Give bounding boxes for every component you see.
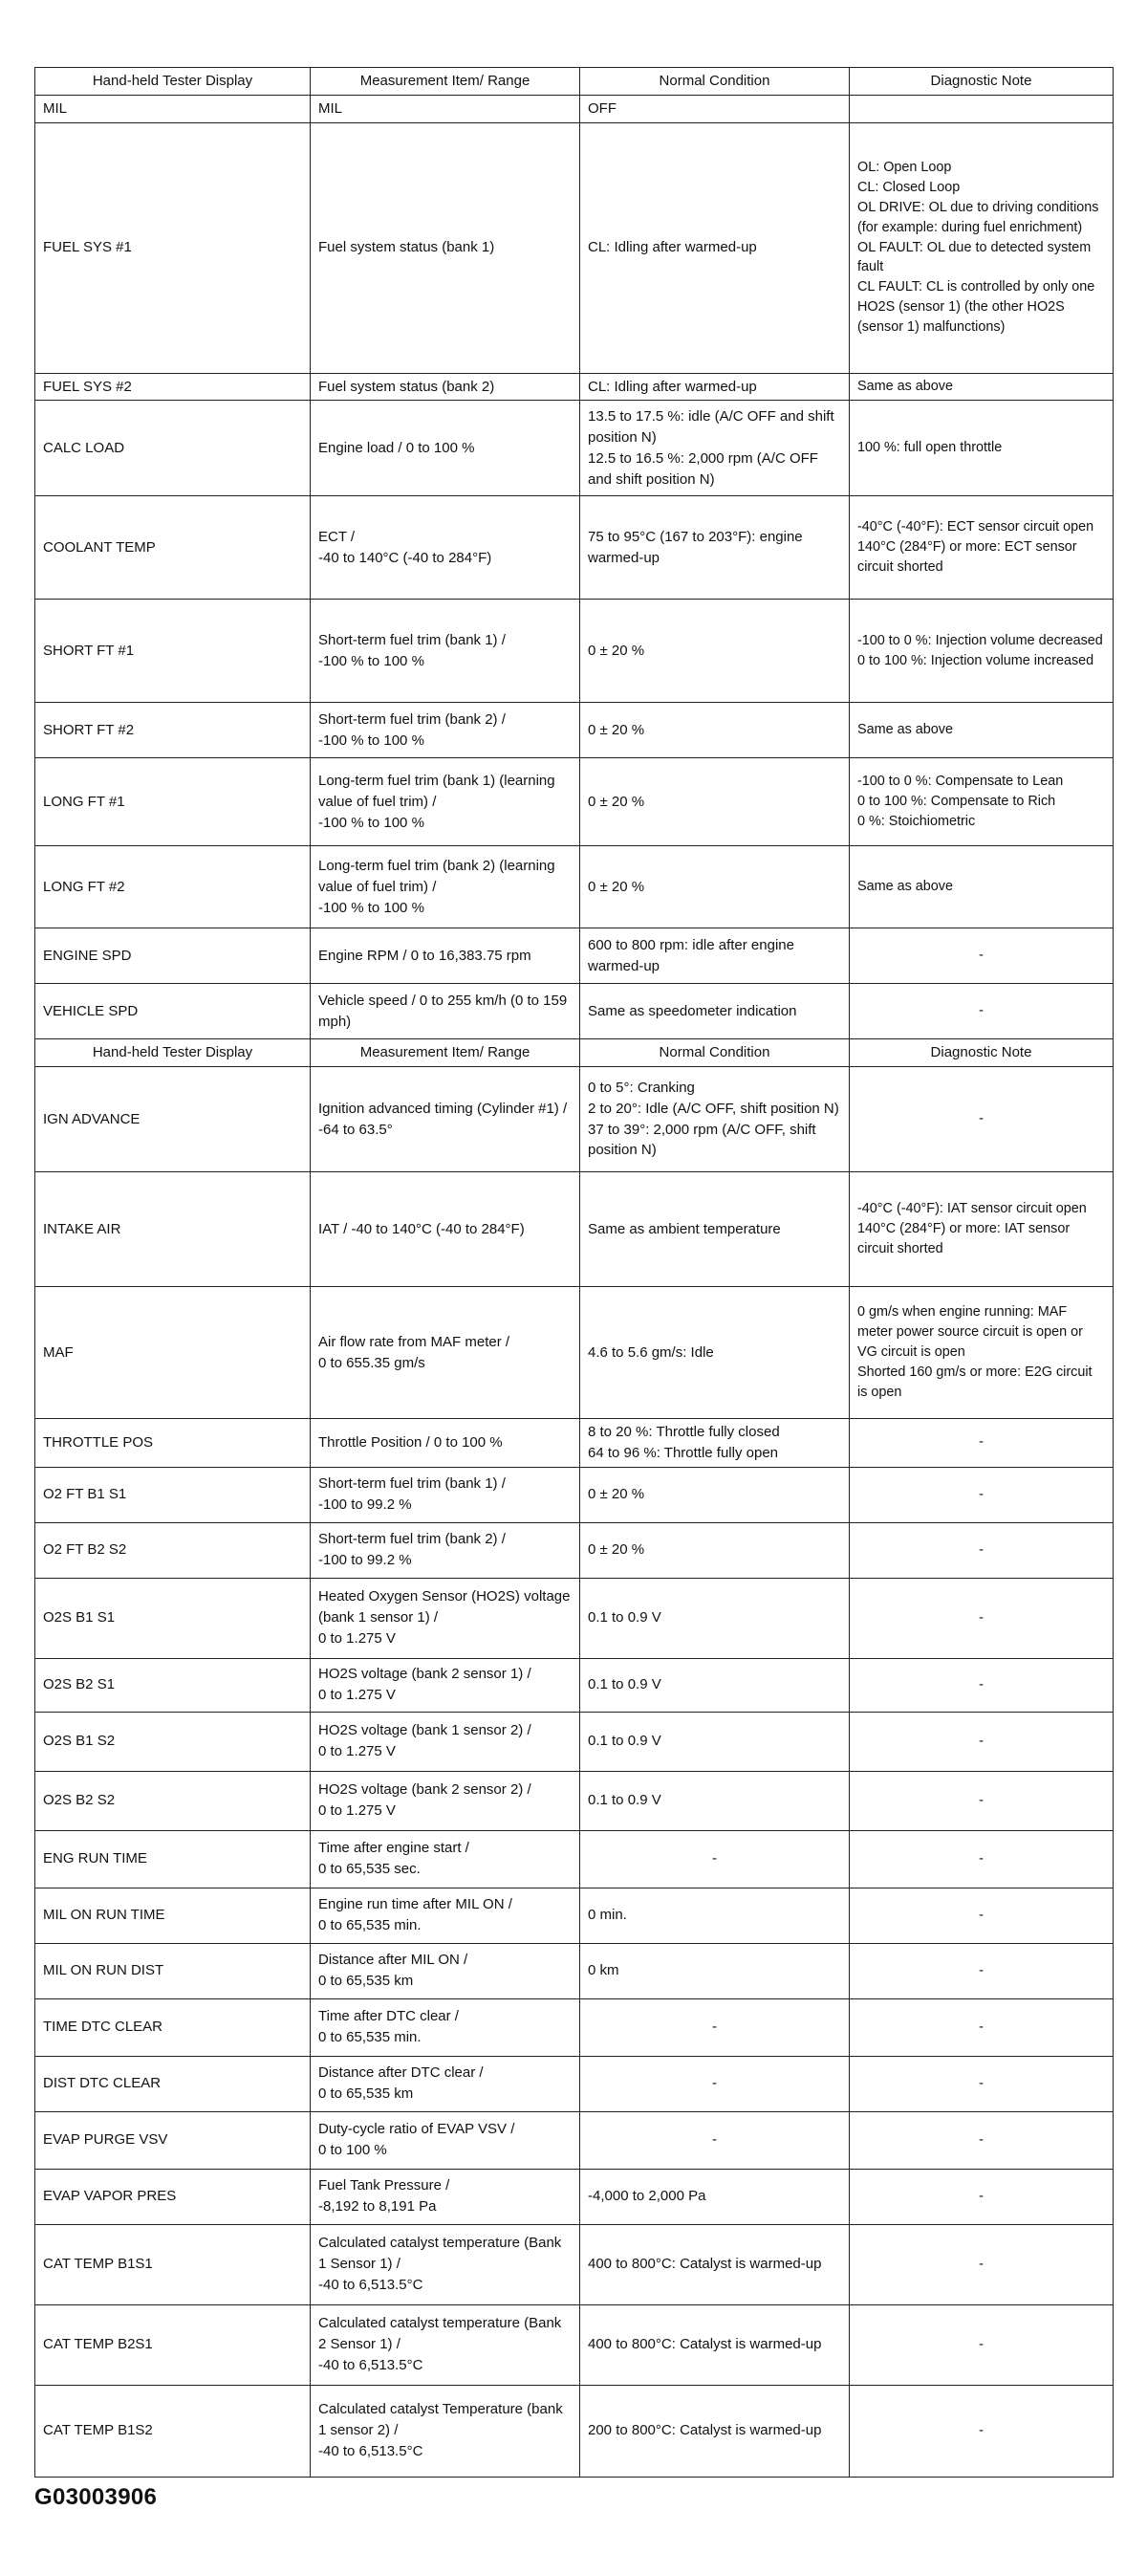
cell-tester-display: CAT TEMP B2S1 <box>35 2304 311 2385</box>
cell-diagnostic-note: 100 %: full open throttle <box>850 401 1114 496</box>
cell-tester-display: O2 FT B2 S2 <box>35 1522 311 1578</box>
cell-normal-condition: 0 km <box>580 1943 850 1998</box>
cell-measurement-item: Long-term fuel trim (bank 1) (learning value of fuel trim) / -100 % to 100 % <box>311 758 580 846</box>
table-row <box>35 1067 1114 1172</box>
column-normal-header: Normal Condition <box>580 68 850 96</box>
cell-diagnostic-note: - <box>850 2224 1114 2304</box>
cell-tester-display: O2S B2 S2 <box>35 1771 311 1830</box>
table-row <box>35 1578 1114 1658</box>
table-row <box>35 2169 1114 2224</box>
cell-measurement-item: Short-term fuel trim (bank 1) / -100 % to 100 % <box>311 600 580 703</box>
cell-measurement-item: Vehicle speed / 0 to 255 km/h (0 to 159 mph) <box>311 984 580 1039</box>
table-row <box>35 1943 1114 1998</box>
cell-measurement-item: Short-term fuel trim (bank 2) / -100 % to 100 % <box>311 703 580 758</box>
cell-diagnostic-note: - <box>850 1467 1114 1522</box>
cell-normal-condition: 0 ± 20 % <box>580 600 850 703</box>
cell-normal-condition: 0 min. <box>580 1888 850 1943</box>
cell-normal-condition: 0 ± 20 % <box>580 846 850 928</box>
cell-diagnostic-note <box>850 95 1114 122</box>
table-row <box>35 2111 1114 2169</box>
cell-tester-display: SHORT FT #2 <box>35 703 311 758</box>
cell-diagnostic-note: -40°C (-40°F): IAT sensor circuit open 140°C (284°F) or more: IAT sensor circuit shorted <box>850 1172 1114 1287</box>
cell-normal-condition: 0.1 to 0.9 V <box>580 1712 850 1771</box>
cell-normal-condition: - <box>580 2111 850 2169</box>
cell-normal-condition: 0 ± 20 % <box>580 758 850 846</box>
cell-tester-display: FUEL SYS #2 <box>35 373 311 401</box>
cell-normal-condition: - <box>580 1998 850 2056</box>
cell-measurement-item: MIL <box>311 95 580 122</box>
cell-tester-display: LONG FT #2 <box>35 846 311 928</box>
cell-normal-condition: 0 to 5°: Cranking 2 to 20°: Idle (A/C OFF, shift position N) 37 to 39°: 2,000 rpm (A/C OFF, shift position N) <box>580 1067 850 1172</box>
cell-measurement-item: Engine run time after MIL ON / 0 to 65,535 min. <box>311 1888 580 1943</box>
table-row <box>35 846 1114 928</box>
cell-diagnostic-note: - <box>850 984 1114 1039</box>
cell-diagnostic-note: -100 to 0 %: Injection volume decreased 0 to 100 %: Injection volume increased <box>850 600 1114 703</box>
cell-tester-display: O2S B1 S2 <box>35 1712 311 1771</box>
cell-measurement-item: ECT / -40 to 140°C (-40 to 284°F) <box>311 496 580 600</box>
cell-diagnostic-note: - <box>850 1658 1114 1712</box>
cell-diagnostic-note: - <box>850 1578 1114 1658</box>
cell-tester-display: O2 FT B1 S1 <box>35 1467 311 1522</box>
cell-normal-condition: 13.5 to 17.5 %: idle (A/C OFF and shift position N) 12.5 to 16.5 %: 2,000 rpm (A/C OFF and shift position N) <box>580 401 850 496</box>
cell-normal-condition: CL: Idling after warmed-up <box>580 373 850 401</box>
cell-diagnostic-note: -100 to 0 %: Compensate to Lean 0 to 100 %: Compensate to Rich 0 %: Stoichiometric <box>850 758 1114 846</box>
table-row <box>35 758 1114 846</box>
cell-normal-condition: Same as ambient temperature <box>580 1172 850 1287</box>
table-row <box>35 1419 1114 1468</box>
cell-diagnostic-note: - <box>850 2304 1114 2385</box>
cell-measurement-item: Time after DTC clear / 0 to 65,535 min. <box>311 1998 580 2056</box>
table-row <box>35 2224 1114 2304</box>
cell-measurement-item: HO2S voltage (bank 1 sensor 2) / 0 to 1.275 V <box>311 1712 580 1771</box>
cell-normal-condition: CL: Idling after warmed-up <box>580 122 850 373</box>
cell-measurement-item: Calculated catalyst temperature (Bank 1 Sensor 1) / -40 to 6,513.5°C <box>311 2224 580 2304</box>
table-row <box>35 600 1114 703</box>
figure-id: G03003906 <box>34 2484 158 2510</box>
cell-normal-condition: 200 to 800°C: Catalyst is warmed-up <box>580 2385 850 2477</box>
table-row <box>35 1888 1114 1943</box>
table-row <box>35 1830 1114 1888</box>
cell-diagnostic-note: - <box>850 1888 1114 1943</box>
cell-normal-condition: 4.6 to 5.6 gm/s: Idle <box>580 1287 850 1419</box>
cell-tester-display: ENGINE SPD <box>35 928 311 984</box>
table-row <box>35 2304 1114 2385</box>
cell-diagnostic-note: OL: Open Loop CL: Closed Loop OL DRIVE: OL due to driving conditions (for example: during fuel enrichment) OL FAULT: OL due to detected system fault CL FAULT: CL is controlled by only one HO2S (sensor 1) (the other HO2S (sensor 1) malfunctions) <box>850 122 1114 373</box>
cell-tester-display: MIL <box>35 95 311 122</box>
cell-measurement-item: Fuel system status (bank 1) <box>311 122 580 373</box>
cell-tester-display: MAF <box>35 1287 311 1419</box>
cell-tester-display: ENG RUN TIME <box>35 1830 311 1888</box>
table-row <box>35 401 1114 496</box>
cell-tester-display: DIST DTC CLEAR <box>35 2056 311 2111</box>
cell-diagnostic-note: - <box>850 1771 1114 1830</box>
cell-measurement-item: Long-term fuel trim (bank 2) (learning value of fuel trim) / -100 % to 100 % <box>311 846 580 928</box>
table-row <box>35 703 1114 758</box>
cell-measurement-item: Time after engine start / 0 to 65,535 sec. <box>311 1830 580 1888</box>
column-note-header: Diagnostic Note <box>850 68 1114 96</box>
cell-normal-condition: 0 ± 20 % <box>580 703 850 758</box>
cell-measurement-item: Distance after MIL ON / 0 to 65,535 km <box>311 1943 580 1998</box>
cell-normal-condition: 400 to 800°C: Catalyst is warmed-up <box>580 2224 850 2304</box>
cell-tester-display: THROTTLE POS <box>35 1419 311 1468</box>
column-display-header: Hand-held Tester Display <box>35 68 311 96</box>
cell-measurement-item: Distance after DTC clear / 0 to 65,535 km <box>311 2056 580 2111</box>
table-row <box>35 95 1114 122</box>
table-row <box>35 1771 1114 1830</box>
cell-measurement-item: Air flow rate from MAF meter / 0 to 655.35 gm/s <box>311 1287 580 1419</box>
diagnostic-data-table <box>34 67 1114 2478</box>
cell-diagnostic-note: - <box>850 2169 1114 2224</box>
table-row <box>35 2056 1114 2111</box>
table-row <box>35 1172 1114 1287</box>
table-row <box>35 928 1114 984</box>
cell-tester-display: FUEL SYS #1 <box>35 122 311 373</box>
cell-tester-display: CAT TEMP B1S2 <box>35 2385 311 2477</box>
table-row <box>35 984 1114 1039</box>
cell-tester-display: EVAP VAPOR PRES <box>35 2169 311 2224</box>
table-header-row <box>35 68 1114 96</box>
table-header-row <box>35 1039 1114 1067</box>
cell-normal-condition: 75 to 95°C (167 to 203°F): engine warmed-up <box>580 496 850 600</box>
cell-tester-display: SHORT FT #1 <box>35 600 311 703</box>
cell-normal-condition: 0.1 to 0.9 V <box>580 1771 850 1830</box>
cell-normal-condition: 0.1 to 0.9 V <box>580 1578 850 1658</box>
cell-diagnostic-note: - <box>850 1067 1114 1172</box>
column-item-header: Measurement Item/ Range <box>311 68 580 96</box>
cell-tester-display: TIME DTC CLEAR <box>35 1998 311 2056</box>
cell-normal-condition: 0 ± 20 % <box>580 1522 850 1578</box>
cell-tester-display: IGN ADVANCE <box>35 1067 311 1172</box>
cell-diagnostic-note: - <box>850 2056 1114 2111</box>
table-row <box>35 1467 1114 1522</box>
cell-measurement-item: Calculated catalyst temperature (Bank 2 Sensor 1) / -40 to 6,513.5°C <box>311 2304 580 2385</box>
cell-diagnostic-note: - <box>850 2385 1114 2477</box>
cell-diagnostic-note: - <box>850 2111 1114 2169</box>
table-row <box>35 1998 1114 2056</box>
cell-tester-display: LONG FT #1 <box>35 758 311 846</box>
cell-measurement-item: HO2S voltage (bank 2 sensor 2) / 0 to 1.275 V <box>311 1771 580 1830</box>
table-row <box>35 1712 1114 1771</box>
cell-diagnostic-note: - <box>850 1998 1114 2056</box>
table-row <box>35 496 1114 600</box>
cell-measurement-item: Short-term fuel trim (bank 1) / -100 to 99.2 % <box>311 1467 580 1522</box>
cell-measurement-item: Engine RPM / 0 to 16,383.75 rpm <box>311 928 580 984</box>
table-row <box>35 2385 1114 2477</box>
cell-measurement-item: Throttle Position / 0 to 100 % <box>311 1419 580 1468</box>
cell-measurement-item: IAT / -40 to 140°C (-40 to 284°F) <box>311 1172 580 1287</box>
table-row <box>35 1658 1114 1712</box>
cell-normal-condition: 0 ± 20 % <box>580 1467 850 1522</box>
cell-tester-display: CALC LOAD <box>35 401 311 496</box>
cell-measurement-item: Short-term fuel trim (bank 2) / -100 to 99.2 % <box>311 1522 580 1578</box>
cell-tester-display: O2S B2 S1 <box>35 1658 311 1712</box>
cell-diagnostic-note: -40°C (-40°F): ECT sensor circuit open 140°C (284°F) or more: ECT sensor circuit shorted <box>850 496 1114 600</box>
cell-diagnostic-note: 0 gm/s when engine running: MAF meter power source circuit is open or VG circuit is open Shorted 160 gm/s or more: E2G circuit is open <box>850 1287 1114 1419</box>
cell-measurement-item: Engine load / 0 to 100 % <box>311 401 580 496</box>
cell-measurement-item: Fuel system status (bank 2) <box>311 373 580 401</box>
cell-tester-display: COOLANT TEMP <box>35 496 311 600</box>
cell-tester-display: CAT TEMP B1S1 <box>35 2224 311 2304</box>
table-row <box>35 373 1114 401</box>
cell-diagnostic-note: Same as above <box>850 373 1114 401</box>
cell-measurement-item: Duty-cycle ratio of EVAP VSV / 0 to 100 % <box>311 2111 580 2169</box>
cell-diagnostic-note: - <box>850 1419 1114 1468</box>
cell-normal-condition: 8 to 20 %: Throttle fully closed 64 to 96 %: Throttle fully open <box>580 1419 850 1468</box>
cell-diagnostic-note: Same as above <box>850 846 1114 928</box>
cell-tester-display: VEHICLE SPD <box>35 984 311 1039</box>
cell-measurement-item: Ignition advanced timing (Cylinder #1) / -64 to 63.5° <box>311 1067 580 1172</box>
cell-normal-condition: 0.1 to 0.9 V <box>580 1658 850 1712</box>
table-row <box>35 122 1114 373</box>
cell-measurement-item: Fuel Tank Pressure / -8,192 to 8,191 Pa <box>311 2169 580 2224</box>
cell-diagnostic-note: - <box>850 928 1114 984</box>
column-display-header: Hand-held Tester Display <box>35 1039 311 1067</box>
cell-normal-condition: - <box>580 1830 850 1888</box>
cell-measurement-item: HO2S voltage (bank 2 sensor 1) / 0 to 1.275 V <box>311 1658 580 1712</box>
cell-tester-display: INTAKE AIR <box>35 1172 311 1287</box>
table-row <box>35 1522 1114 1578</box>
cell-measurement-item: Heated Oxygen Sensor (HO2S) voltage (bank 1 sensor 1) / 0 to 1.275 V <box>311 1578 580 1658</box>
column-normal-header: Normal Condition <box>580 1039 850 1067</box>
cell-tester-display: MIL ON RUN TIME <box>35 1888 311 1943</box>
cell-normal-condition: 400 to 800°C: Catalyst is warmed-up <box>580 2304 850 2385</box>
cell-diagnostic-note: - <box>850 1712 1114 1771</box>
table-row <box>35 1287 1114 1419</box>
cell-tester-display: MIL ON RUN DIST <box>35 1943 311 1998</box>
cell-normal-condition: -4,000 to 2,000 Pa <box>580 2169 850 2224</box>
cell-normal-condition: OFF <box>580 95 850 122</box>
cell-normal-condition: - <box>580 2056 850 2111</box>
column-item-header: Measurement Item/ Range <box>311 1039 580 1067</box>
cell-measurement-item: Calculated catalyst Temperature (bank 1 sensor 2) / -40 to 6,513.5°C <box>311 2385 580 2477</box>
cell-normal-condition: 600 to 800 rpm: idle after engine warmed-up <box>580 928 850 984</box>
cell-diagnostic-note: - <box>850 1830 1114 1888</box>
cell-tester-display: O2S B1 S1 <box>35 1578 311 1658</box>
cell-diagnostic-note: - <box>850 1943 1114 1998</box>
cell-normal-condition: Same as speedometer indication <box>580 984 850 1039</box>
cell-diagnostic-note: - <box>850 1522 1114 1578</box>
column-note-header: Diagnostic Note <box>850 1039 1114 1067</box>
cell-diagnostic-note: Same as above <box>850 703 1114 758</box>
cell-tester-display: EVAP PURGE VSV <box>35 2111 311 2169</box>
